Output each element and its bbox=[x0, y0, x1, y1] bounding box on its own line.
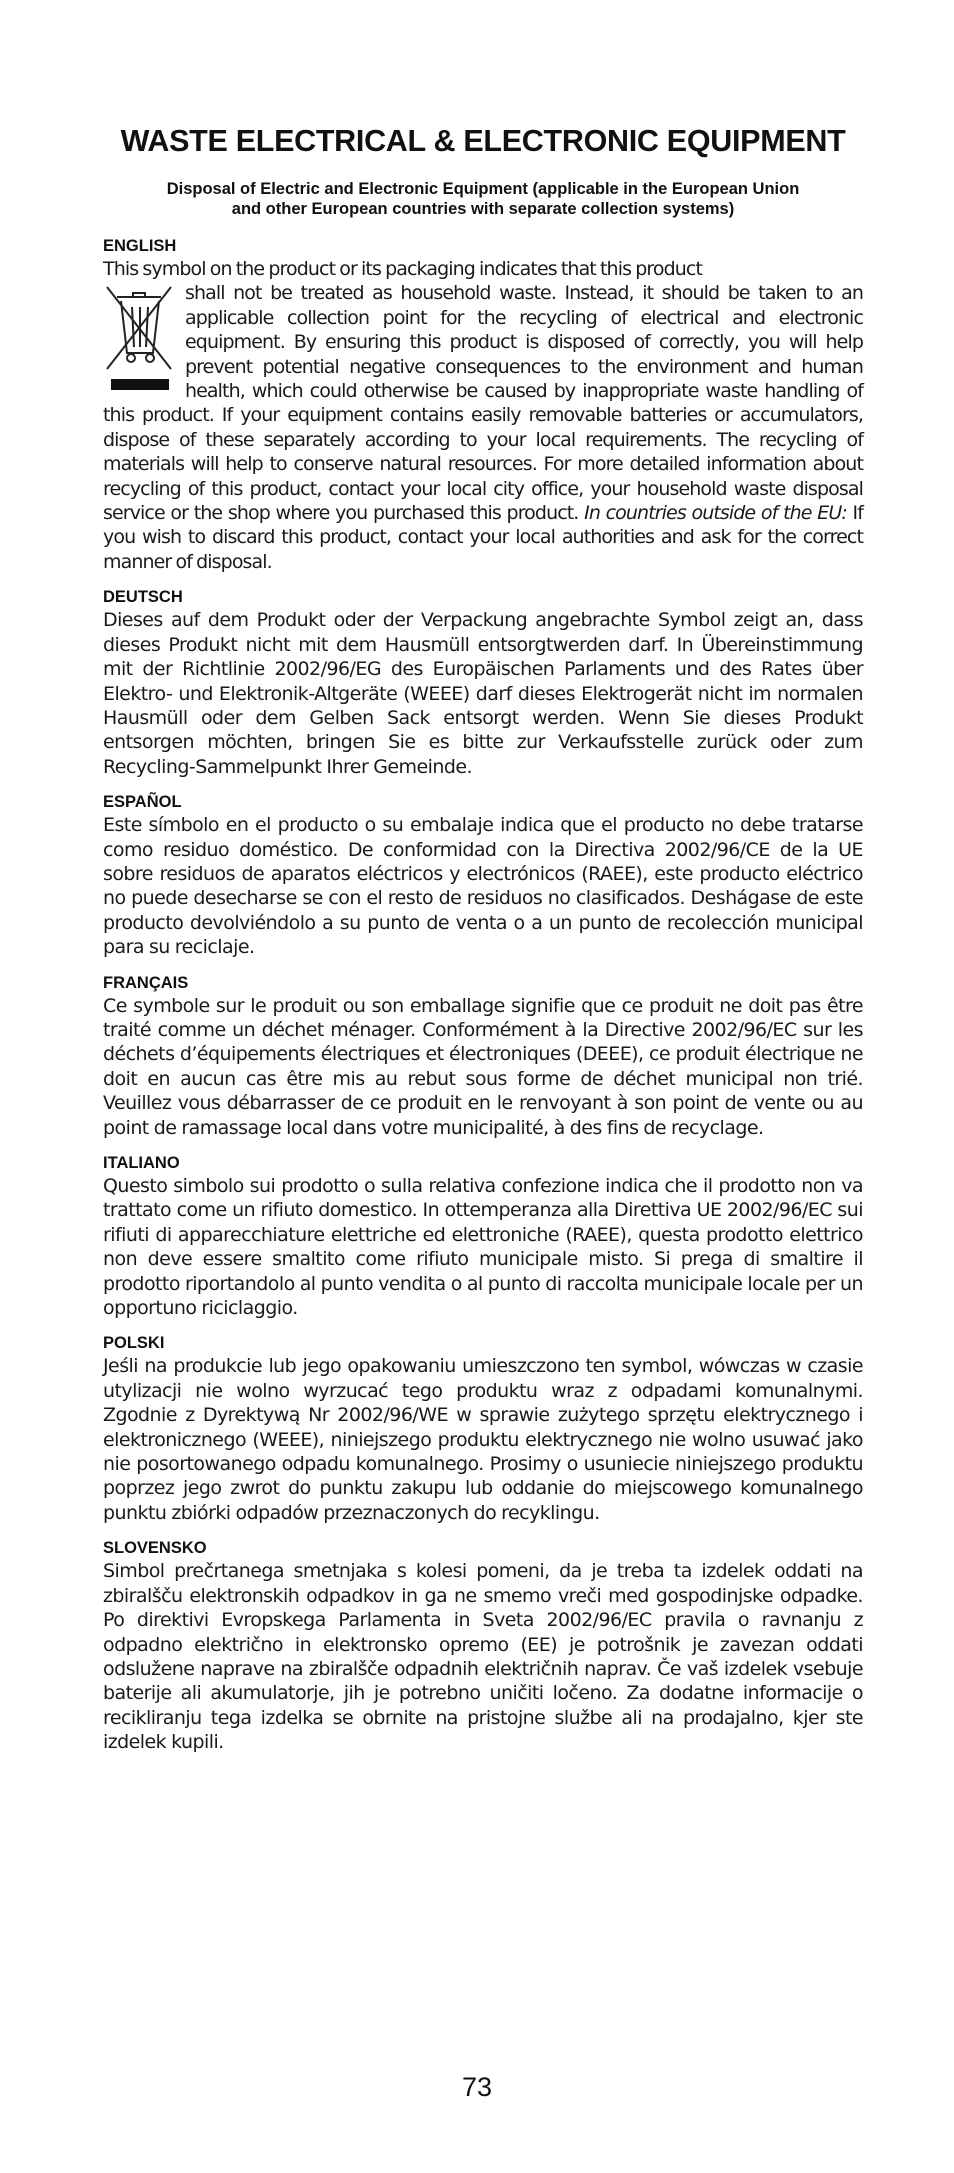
english-text-italic: In countries outside of the EU: bbox=[584, 502, 847, 525]
section-deutsch bbox=[103, 588, 863, 779]
document-page bbox=[103, 124, 863, 1769]
section-espanol bbox=[103, 793, 863, 959]
section-label-deutsch: DEUTSCH bbox=[103, 588, 183, 607]
english-text-end: If you wish to discard this product, contact your local authorities and ask for the correct manner of disposal. bbox=[103, 502, 864, 573]
section-label-espanol: ESPAÑOL bbox=[103, 793, 182, 812]
section-label-francais: FRANÇAIS bbox=[103, 973, 189, 992]
section-text-espanol: Este símbolo en el producto o su embalaje indica que el producto no debe tratarse como residuo doméstico. De conformidad con la Directiva 2002/96/CE de la UE sobre residuos de aparatos eléctricos y electrónicos (RAEE), este producto eléctrico no puede desecharse se con el resto de residuos no clasificados. Deshágase de este producto devolviéndolo a su punto de venta o a un punto de recolección municipal para su reciclaje. bbox=[103, 814, 863, 959]
page-title: WASTE ELECTRICAL & ELECTRONIC EQUIPMENT bbox=[120, 124, 846, 158]
section-label-italiano: ITALIANO bbox=[103, 1154, 180, 1172]
page-number: 73 bbox=[461, 2072, 493, 2102]
section-label-english: ENGLISH bbox=[103, 237, 177, 255]
section-label-slovensko: SLOVENSKO bbox=[103, 1539, 207, 1558]
section-text-polski: Jeśli na produkcie lub jego opakowaniu umieszczono ten symbol, wówczas w czasie utylizacji nie wolno wyrzucać tego produktu wraz z odpadami komunalnymi. Zgodnie z Dyrektywą Nr 2002/96/WE w sprawie zużytego sprzętu elektrycznego i elektronicznego (WEEE), niniejszego produktu elektrycznego nie wolno usuwać jako nie posortowanego odpadu komunalnego. Prosimy o usuniecie niniejszego produktu poprzez jego zwrot do punktu zakupu lub oddanie do miejscowego komunalnego punktu zbiórki odpadów przeznaczonych do recyklingu. bbox=[103, 1355, 863, 1524]
section-italiano bbox=[103, 1154, 863, 1320]
page-subtitle bbox=[103, 179, 863, 219]
section-slovensko bbox=[103, 1539, 863, 1754]
crossed-out-wheelie-bin-icon bbox=[103, 283, 175, 393]
section-polski bbox=[103, 1334, 863, 1525]
section-english bbox=[103, 237, 863, 574]
subtitle-line-2: and other European countries with separate collection systems) bbox=[231, 200, 735, 218]
section-label-polski: POLSKI bbox=[103, 1334, 165, 1353]
section-francais bbox=[103, 974, 863, 1140]
english-first-line: This symbol on the product or its packaging indicates that this product bbox=[103, 258, 702, 280]
english-text-main: shall not be treated as household waste. Instead, it should be taken to an applicable collection point for the recycling of electrical and electronic equipment. By ensuring this product is disposed of correctly, you will help prevent potential negative consequences to the environment and human health, which could otherwise be caused by inappropriate waste handling of this product. If your equipment contains easily removable batteries or accumulators, dispose of these separately according to your local requirements. The recycling of materials will help to conserve natural resources. For more detailed information about recycling of this product, contact your local city office, your household waste disposal service or the shop where you purchased this product. bbox=[103, 282, 863, 525]
section-text-english bbox=[103, 257, 863, 574]
section-text-deutsch: Dieses auf dem Produkt oder der Verpackung angebrachte Symbol zeigt an, dass dieses Produkt nicht mit dem Hausmüll entsorgtwerden darf. In Übereinstimmung mit der Richtlinie 2002/96/EG des Europäischen Parlaments und des Rates über Elektro- und Elektronik-Altgeräte (WEEE) darf dieses Elektrogerät nicht im normalen Hausmüll oder dem Gelben Sack entsorgt werden. Wenn Sie dieses Produkt entsorgen möchten, bringen Sie es bitte zur Verkaufsstelle zurück oder zum Recycling-Sammelpunkt Ihrer Gemeinde. bbox=[103, 609, 863, 778]
subtitle-line-1: Disposal of Electric and Electronic Equipment (applicable in the European Union bbox=[166, 180, 800, 198]
section-text-italiano: Questo simbolo sui prodotto o sulla relativa confezione indica che il prodotto non va trattato come un rifiuto domestico. In ottemperanza alla Direttiva UE 2002/96/EC sui rifiuti di apparecchiature elettriche ed elettroniche (RAEE), questa prodotto elettrico non deve essere smaltito come rifiuto municipale misto. Si prega di smaltire il prodotto riportandolo al punto vendita o al punto di raccolta municipale locale per un opportuno riciclaggio. bbox=[103, 1175, 863, 1320]
section-text-francais: Ce symbole sur le produit ou son emballage signifie que ce produit ne doit pas être traité comme un déchet ménager. Conformément à la Directive 2002/96/EC sur les déchets d’équipements électriques et électroniques (DEEE), ce produit électrique ne doit en aucun cas être mis au rebut sous forme de déchet municipal non trié. Veuillez vous débarrasser de ce produit en le renvoyant à son point de vente ou au point de ramassage local dans votre municipalité, à des fins de recyclage. bbox=[103, 994, 863, 1139]
section-text-slovensko: Simbol prečrtanega smetnjaka s kolesi pomeni, da je treba ta izdelek oddati na zbiralšču elektronskih odpadkov in ga ne smemo vreči med gospodinjske odpadke. Po direktivi Evropskega Parlamenta in Sveta 2002/96/EC pravila o ravnanju z odpadno električno in elektronsko opremo (EE) je potrošnik je zavezan oddati odslužene naprave na zbiralšče odpadnih električnih naprav. Če vaš izdelek vsebuje baterije ali akumulatorje, jih je potrebno uničiti ločeno. Za dodatne informacije o recikliranju tega izdelka se obrnite na pristojne službe ali na prodajalno, kjer ste izdelek kupili. bbox=[103, 1560, 863, 1754]
